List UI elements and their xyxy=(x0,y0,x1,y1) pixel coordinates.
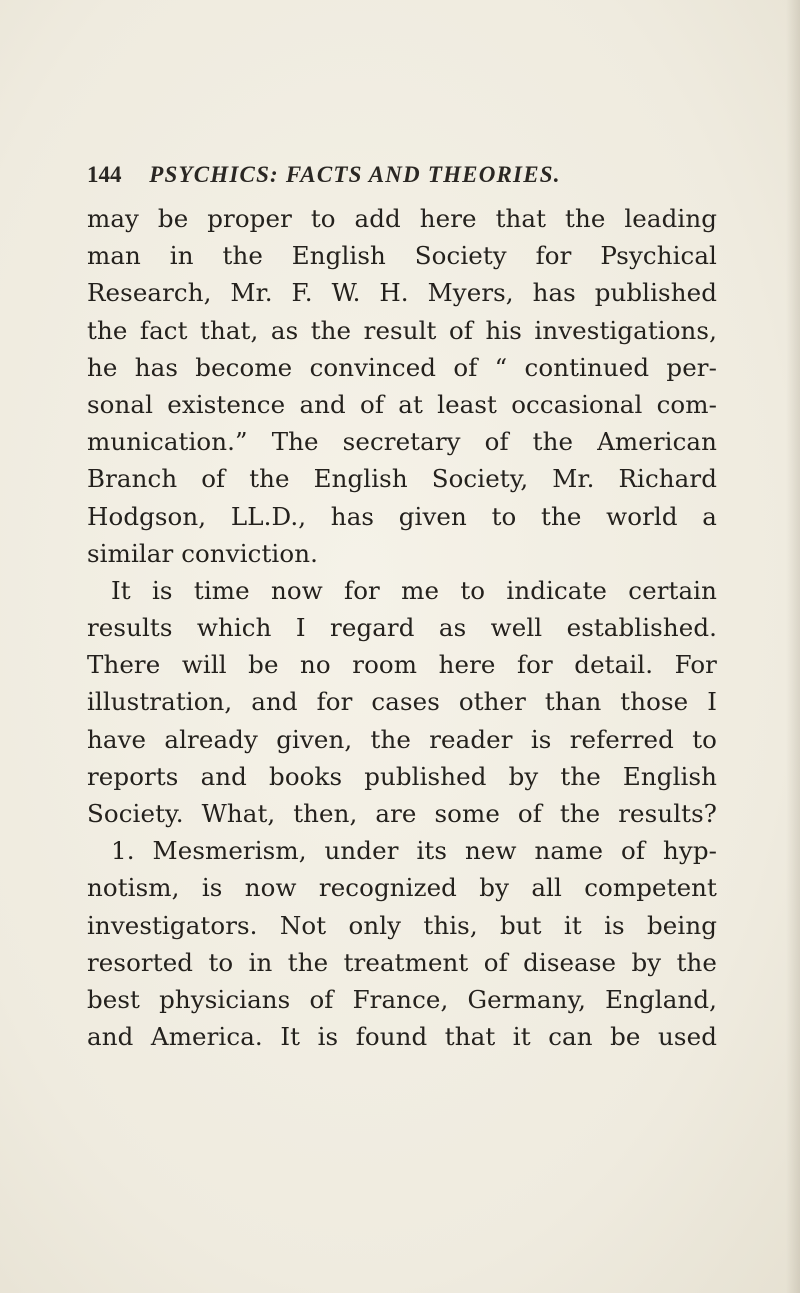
text-line: reports and books published by the English xyxy=(87,761,717,791)
text-line: Branch of the English Society, Mr. Richard xyxy=(87,464,717,494)
text-line: he has become convinced of “ continued per- xyxy=(87,352,717,382)
body-text xyxy=(87,200,717,1055)
text-line: Research, Mr. F. W. H. Myers, has published xyxy=(87,278,717,308)
text-line: have already given, the reader is referred to xyxy=(87,724,717,754)
text-line: investigators. Not only this, but it is being xyxy=(87,910,717,940)
text-line: Hodgson, LL.D., has given to the world a xyxy=(87,501,717,531)
text-line: notism, is now recognized by all competent xyxy=(87,873,717,903)
text-line: and America. It is found that it can be used xyxy=(87,1022,717,1052)
text-line: best physicians of France, Germany, England, xyxy=(87,984,717,1014)
text-line: There will be no room here for detail. For xyxy=(87,650,717,680)
text-line: resorted to in the treatment of disease by the xyxy=(87,947,717,977)
text-line: man in the English Society for Psychical xyxy=(87,241,717,271)
text-line: results which I regard as well established. xyxy=(87,613,717,643)
running-header xyxy=(87,162,647,188)
text-line: similar conviction. xyxy=(87,538,318,568)
paragraph-start-line: 1. Mesmerism, under its new name of hyp- xyxy=(111,836,717,866)
text-line: Society. What, then, are some of the results? xyxy=(87,799,717,828)
paragraph-start-line: It is time now for me to indicate certain xyxy=(111,575,717,605)
text-line: sonal existence and of at least occasional com- xyxy=(87,389,717,419)
running-title: PSYCHICS: FACTS AND THEORIES. xyxy=(149,162,561,187)
text-line: may be proper to add here that the leading xyxy=(87,204,717,233)
page-number: 144 xyxy=(87,162,122,187)
text-line: munication.” The secretary of the American xyxy=(87,427,717,457)
text-line: illustration, and for cases other than those I xyxy=(87,687,717,717)
page-edge-shadow xyxy=(786,0,800,1293)
text-line: the fact that, as the result of his investigations, xyxy=(87,315,717,345)
